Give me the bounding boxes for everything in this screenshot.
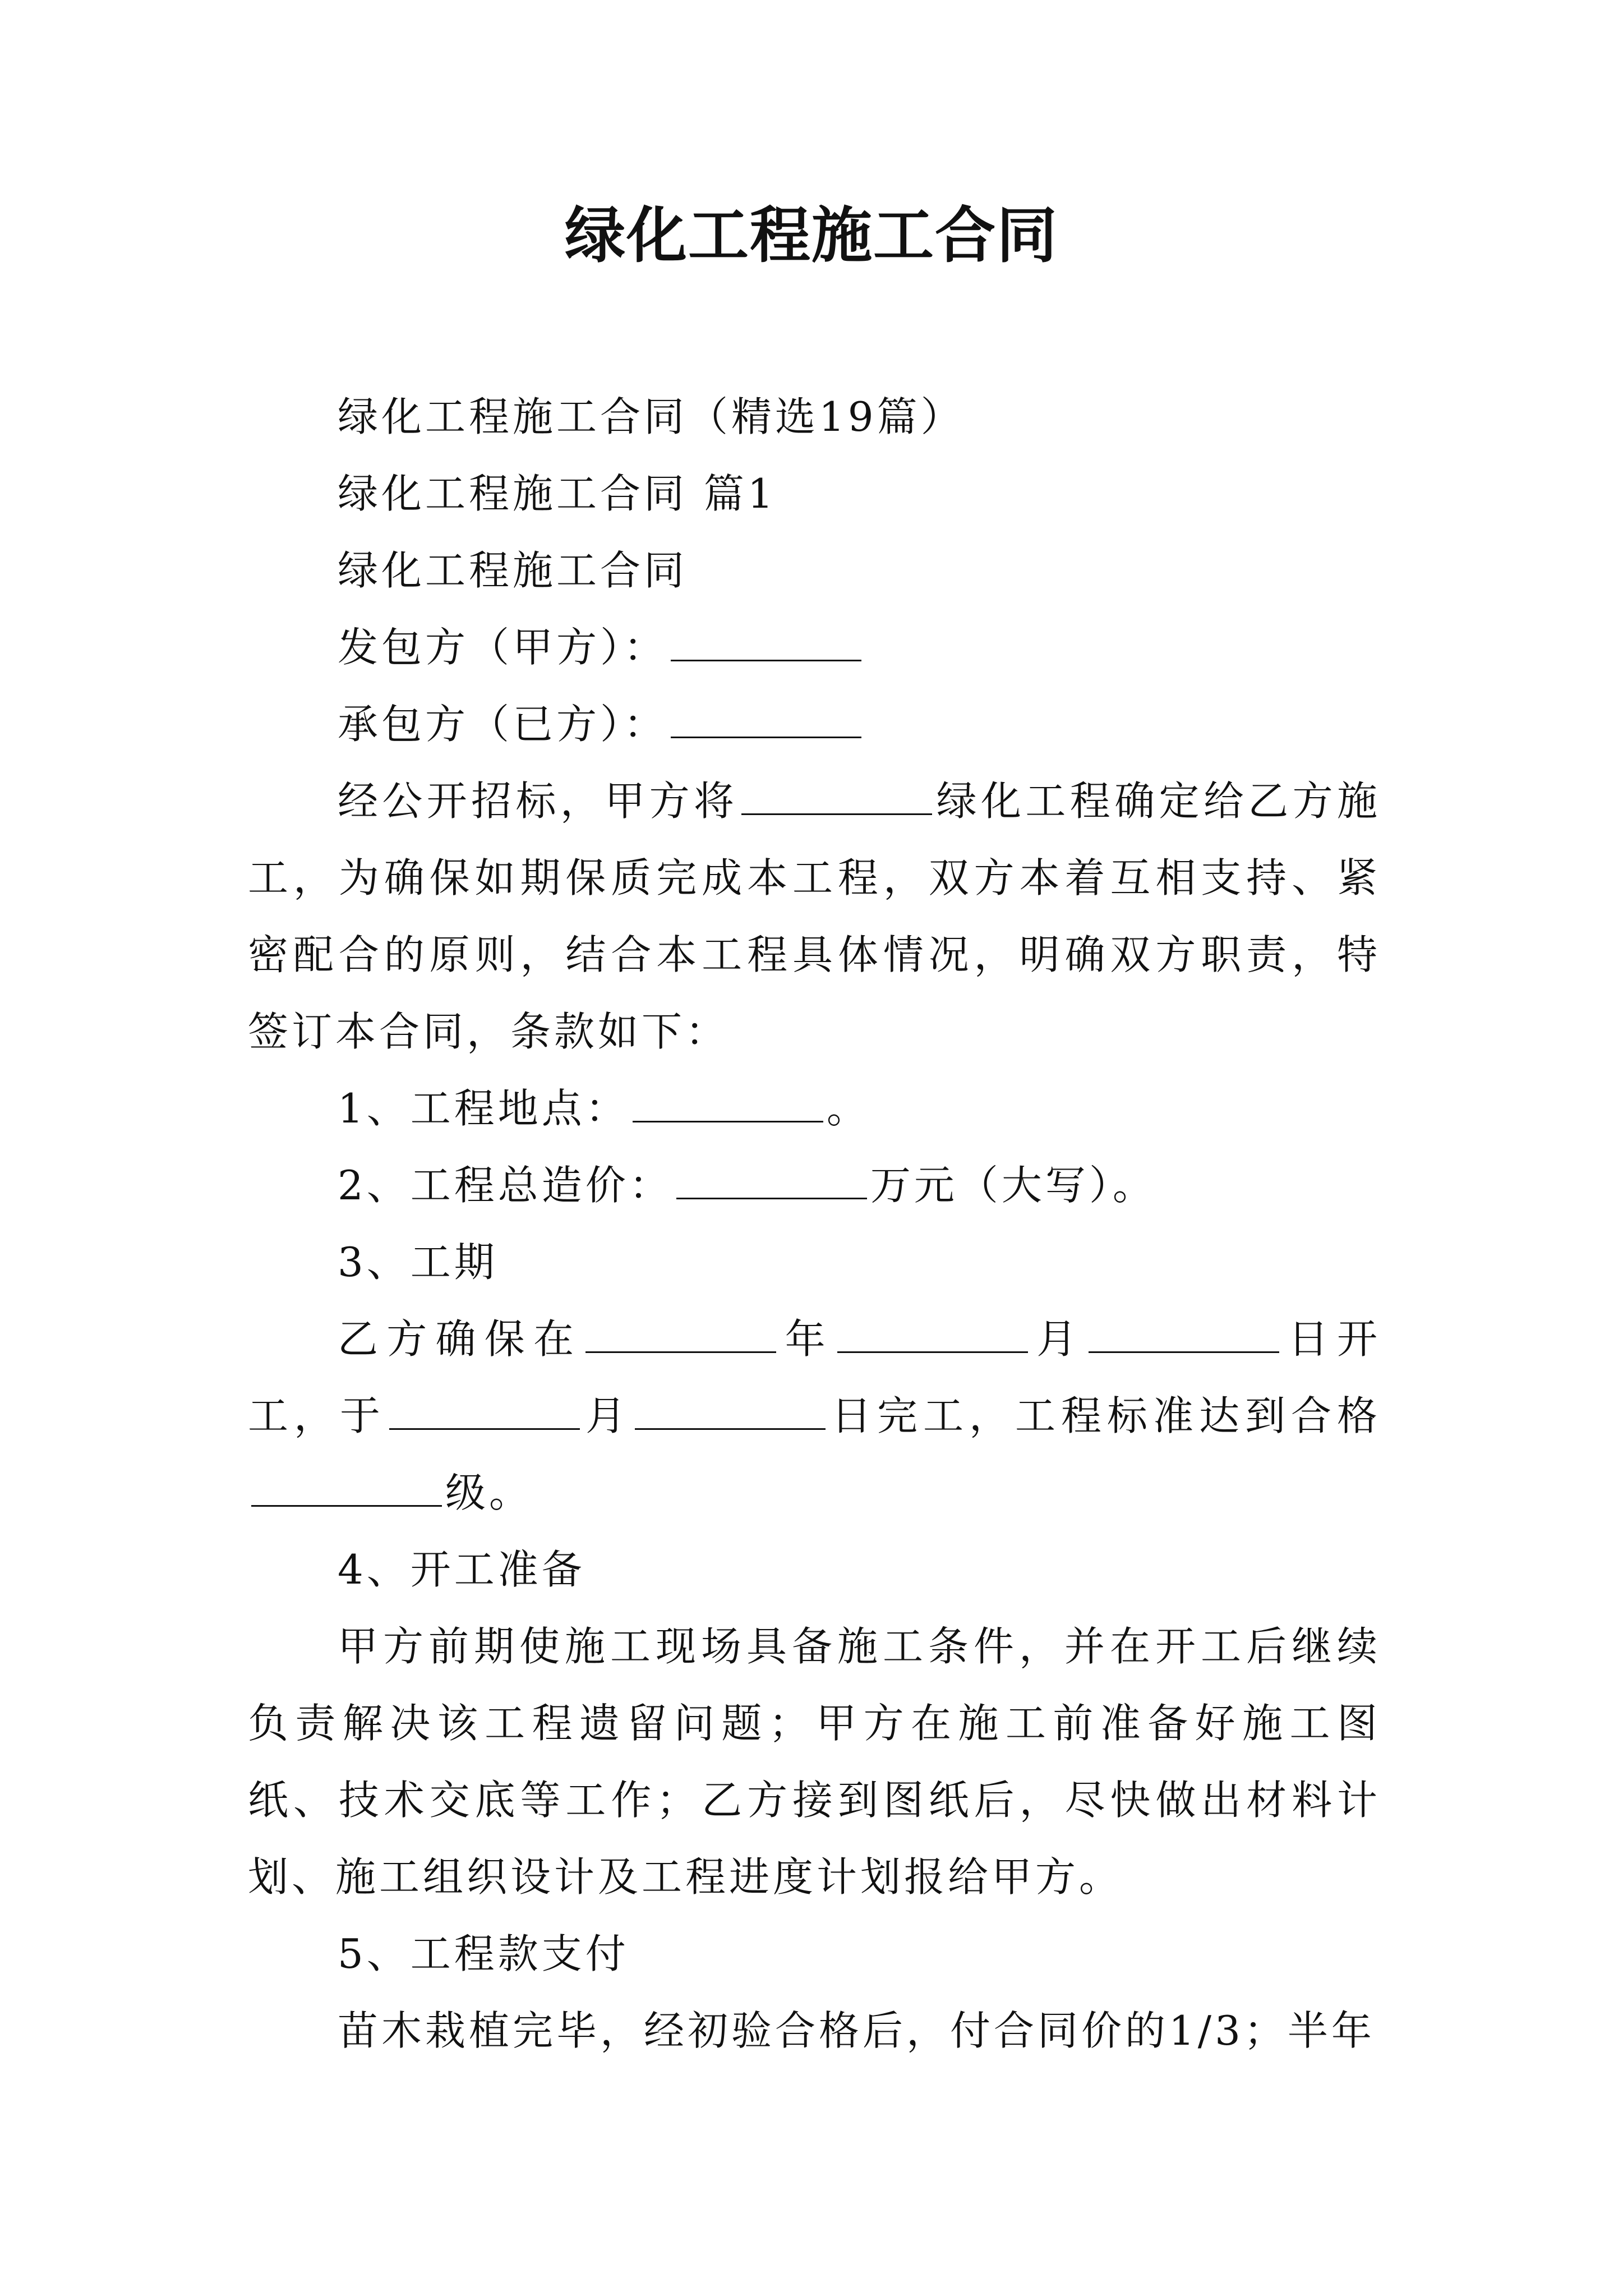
schedule-month: 月 (1031, 1315, 1086, 1363)
document-title: 绿化工程施工合同 (564, 200, 1058, 271)
start-day-blank (1089, 1320, 1279, 1353)
end-month-blank (389, 1397, 580, 1430)
item4-paragraph: 甲方前期使施工现场具备施工条件，并在开工后继续负责解决该工程遗留问题；甲方在施工前准备好施工图纸、技术交底等工作；乙方接到图纸后，尽快做出材料计划、施工组织设计及工程进度计划报给甲方。 (248, 1623, 1381, 1901)
project-name-blank (741, 782, 932, 815)
schedule-line2-start: 于 (340, 1392, 386, 1439)
party-a-label: 发包方（甲方）： (338, 624, 668, 671)
contract-name: 绿化工程施工合同 (338, 547, 688, 594)
party-b-line (248, 686, 1381, 763)
schedule-year: 年 (780, 1315, 834, 1363)
intro-part1: 经公开招标，甲方将 (338, 777, 739, 825)
schedule-paragraph (248, 1301, 1381, 1531)
schedule-day-start: 日开工， (248, 1315, 1381, 1439)
intro-part2: 绿化工程确定给乙方施工，为确保如期保质完成本工程，双方本着互相支持、紧密配合的原则，结合本工程具体情况，明确双方职责，特签订本合同，条款如下： (248, 777, 1381, 1055)
item2-line (248, 1147, 1381, 1224)
total-cost-blank (676, 1166, 867, 1199)
start-year-blank (585, 1320, 776, 1353)
end-day-blank (635, 1397, 826, 1430)
schedule-part1: 乙方确保在 (338, 1315, 583, 1363)
item1-line (248, 1070, 1381, 1147)
subtitle-line: 绿化工程施工合同（精选19篇） (338, 393, 965, 440)
item4-heading: 4、开工准备 (338, 1546, 585, 1593)
party-a-line (248, 609, 1381, 686)
document-body (248, 379, 1381, 2069)
item5-paragraph: 苗木栽植完毕，经初验合格后，付合同价的1/3；半年 (338, 2007, 1375, 2054)
location-blank (633, 1089, 823, 1122)
schedule-month2: 月 (583, 1392, 631, 1439)
item1-end: 。 (826, 1085, 870, 1132)
item2-label: 2、工程总造价： (338, 1162, 673, 1209)
party-a-blank (671, 628, 861, 661)
item3-heading: 3、工期 (338, 1239, 498, 1286)
item2-end: 万元（大写）。 (870, 1162, 1156, 1209)
start-month-blank (837, 1320, 1028, 1353)
party-b-blank (671, 705, 861, 738)
quality-level-blank (251, 1474, 442, 1507)
item5-heading: 5、工程款支付 (338, 1930, 629, 1977)
schedule-level: 级。 (445, 1469, 533, 1516)
schedule-day-end: 日完工，工程标准达到合格 (829, 1392, 1381, 1439)
party-b-label: 承包方（已方）： (338, 701, 668, 748)
item1-label: 1、工程地点： (338, 1085, 629, 1132)
section-heading: 绿化工程施工合同 篇1 (338, 470, 777, 517)
intro-paragraph (248, 763, 1381, 1070)
